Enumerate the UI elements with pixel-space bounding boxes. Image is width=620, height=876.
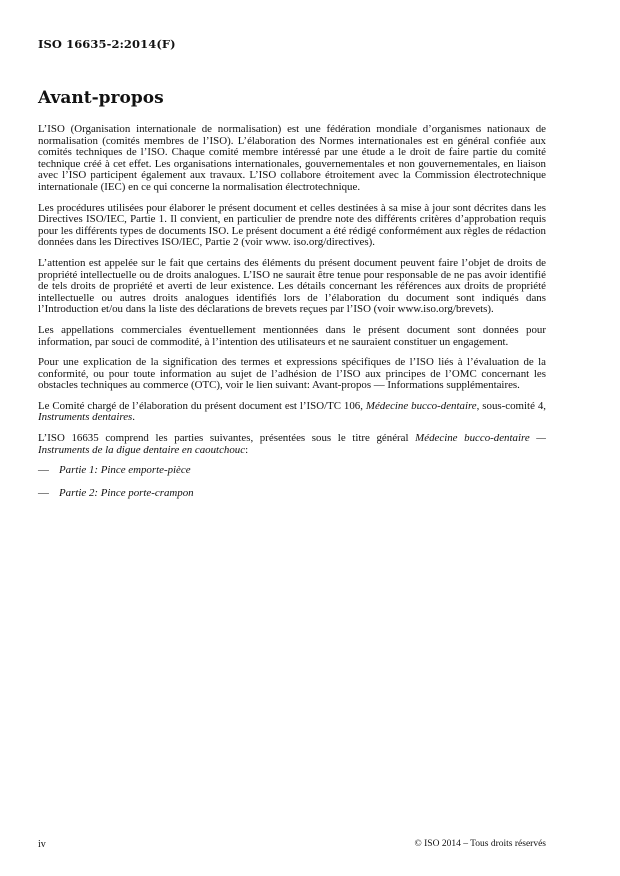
- subcommittee-name: Instruments dentaires: [38, 411, 133, 424]
- copyright-notice: © ISO 2014 – Tous droits réservés: [414, 839, 546, 849]
- paragraph-conformity: Pour une explication de la signification des termes et expressions spécifiques de l’ISO liés à l’évaluation de la conformité, ou pour toute information au sujet de l’adhésion de l’ISO aux principes de l’OMC concernant les obstacles techniques au commerce (OTC), voir le lien suivant: Avant-propos — Informations supplémentaires.: [38, 356, 546, 392]
- paragraph-iso-organisation: L’ISO (Organisation internationale de normalisation) est une fédération mondiale d’organismes nationaux de normalisation (comités membres de l’ISO). L’élaboration des Normes internationales est en général confiée aux comités techniques de l’ISO. Chaque comité membre intéressé par une étude a le droit de faire partie du comité technique créé à cet effet. Les organisations internationales, gouvernementales et non gouvernementales, en liaison avec l’ISO participent également aux travaux. L’ISO collabore étroitement avec la Commission électrotechnique internationale (IEC) en ce qui concerne la normalisation électrotechnique.: [38, 123, 546, 193]
- paragraph-patent-rights: L’attention est appelée sur le fait que certains des éléments du présent document peuvent faire l’objet de droits de propriété intellectuelle ou de droits analogues. L’ISO ne saurait être tenue pour responsable de ne pas avoir identifié de tels droits de propriété et averti de leur existence. Les détails concernant les références aux droits de propriété intellectuelle ou autres droits analogues identifiés lors de l’élaboration du document sont indiqués dans l’Introduction et/ou dans la liste des déclarations de brevets reçues par l’ISO (voir www.iso.org/brevets).: [38, 256, 546, 316]
- committee-name: Médecine bucco-dentaire: [365, 399, 477, 412]
- dash-marker: —: [38, 486, 49, 499]
- parts-intro-text-2: :: [245, 443, 249, 456]
- foreword-body: [38, 124, 546, 510]
- dash-marker: —: [38, 464, 49, 477]
- list-item-text: Partie 1: Pince emporte-pièce: [59, 464, 191, 477]
- parts-intro-text-1: L’ISO 16635 comprend les parties suivantes, présentées sous le titre général: [38, 432, 416, 445]
- committee-text-1: Le Comité chargé de l’élaboration du présent document est l’ISO/TC 106,: [38, 399, 366, 412]
- committee-text-3: .: [132, 411, 136, 424]
- document-identifier: ISO 16635-2:2014(F): [38, 37, 176, 51]
- paragraph-parts-intro: [38, 433, 546, 456]
- section-title: Avant-propos: [38, 88, 164, 108]
- list-item-text: Partie 2: Pince porte-crampon: [59, 486, 194, 499]
- paragraph-committee: [38, 401, 546, 424]
- paragraph-trade-names: Les appellations commerciales éventuellement mentionnées dans le présent document sont données pour information, par souci de commodité, à l’intention des utilisateurs et ne sauraient constituer un engagement.: [38, 323, 546, 348]
- page-number: iv: [38, 839, 46, 850]
- paragraph-procedures: Les procédures utilisées pour élaborer le présent document et celles destinées à sa mise à jour sont décrites dans les Directives ISO/IEC, Partie 1. Il convient, en particulier de prendre note des différents critères d’approbation requis pour les différents types de documents ISO. Le présent document a été rédigé conformément aux règles de rédaction données dans les Directives ISO/IEC, Partie 2 (voir www. iso.org/directives).: [38, 201, 546, 249]
- list-item: [38, 488, 546, 500]
- list-item: [38, 465, 546, 477]
- committee-text-2: , sous-comité 4,: [476, 399, 546, 412]
- general-title: Médecine bucco-dentaire — Instruments de la digue dentaire en caoutchouc: [38, 432, 546, 456]
